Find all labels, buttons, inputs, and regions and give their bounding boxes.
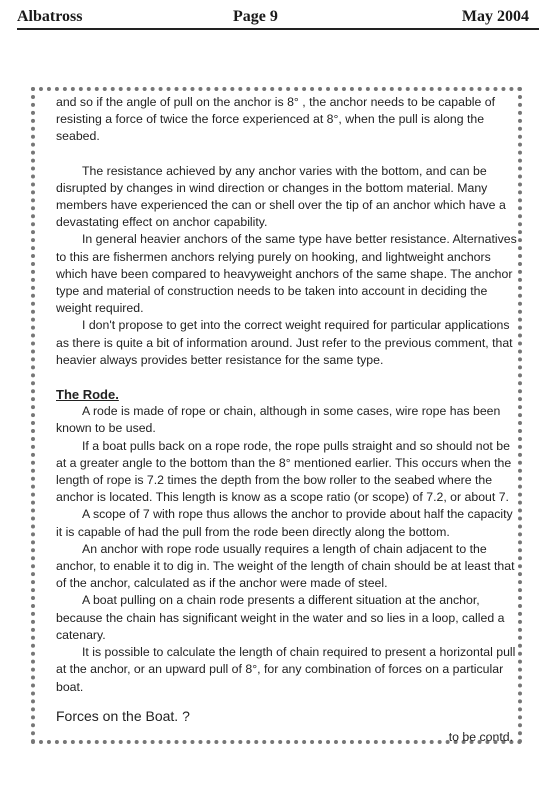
paragraph-chain-length: It is possible to calculate the length of chain required to present a horizontal pull at the anchor, or an upward pull of 8°, for any combination of forces on a particular boat. — [56, 645, 516, 694]
paragraph-resistance: The resistance achieved by any anchor varies with the bottom, and can be disrupted by changes in wind direction or changes in the bottom material. Many members have experienced the can or shell over the tip of an anchor which have a devastating effect on anchor capability. — [56, 163, 506, 230]
issue-date: May 2004 — [461, 8, 529, 25]
paragraph-heavier-anchors: In general heavier anchors of the same type have better resistance. Alternatives to this are fishermen anchors relying purely on hooking, and lightweight anchors which have been compared to heavyweight anchors of the same shape. The anchor type and material of construction needs to be taken into account in deciding the weight required. — [56, 232, 517, 316]
article-body — [56, 94, 521, 746]
paragraph-chain-rode: A boat pulling on a chain rode presents a different situation at the anchor, because the chain has significant weight in the water and so lies in a loop, called a catenary. — [56, 593, 505, 642]
publication-title: Albatross — [17, 8, 83, 25]
paragraph-angle-of-pull: and so if the angle of pull on the anchor is 8° , the anchor needs to be capable of resisting a force of twice the force experienced at 8°, when the pull is along the seabed. — [56, 95, 496, 144]
page-number: Page 9 — [233, 8, 278, 25]
header-rule — [17, 28, 539, 30]
paragraph-scope: A scope of 7 with rope thus allows the anchor to provide about half the capacity it is capable of had the pull from the rode been directly along the bottom. — [56, 507, 513, 539]
paragraph-weight: I don't propose to get into the correct weight required for particular applications as there is quite a bit of information around. Just refer to the previous comment, that heavier always provides better resistance for the same type. — [56, 318, 513, 367]
paragraph-rope-rode: If a boat pulls back on a rope rode, the rope pulls straight and so should not be at a greater angle to the bottom than the 8° mentioned earlier. This occurs when the length of rope is 7.2 times the depth from the bow roller to the seabed where the anchor is located. This length is know as a scope ratio (or scope) of 7.2, or about 7. — [56, 438, 512, 505]
next-section-teaser: Forces on the Boat. ? — [56, 707, 190, 724]
continued-note: to be contd. — [448, 729, 513, 744]
section-heading-rode: The Rode. — [56, 387, 119, 403]
paragraph-rode-material: A rode is made of rope or chain, although in some cases, wire rope has been known to be used. — [56, 404, 501, 436]
paragraph-chain-adjacent: An anchor with rope rode usually requires a length of chain adjacent to the anchor, to enable it to dig in. The weight of the length of chain should be at least that of the anchor, calculated as if the anchor were made of steel. — [56, 541, 515, 591]
